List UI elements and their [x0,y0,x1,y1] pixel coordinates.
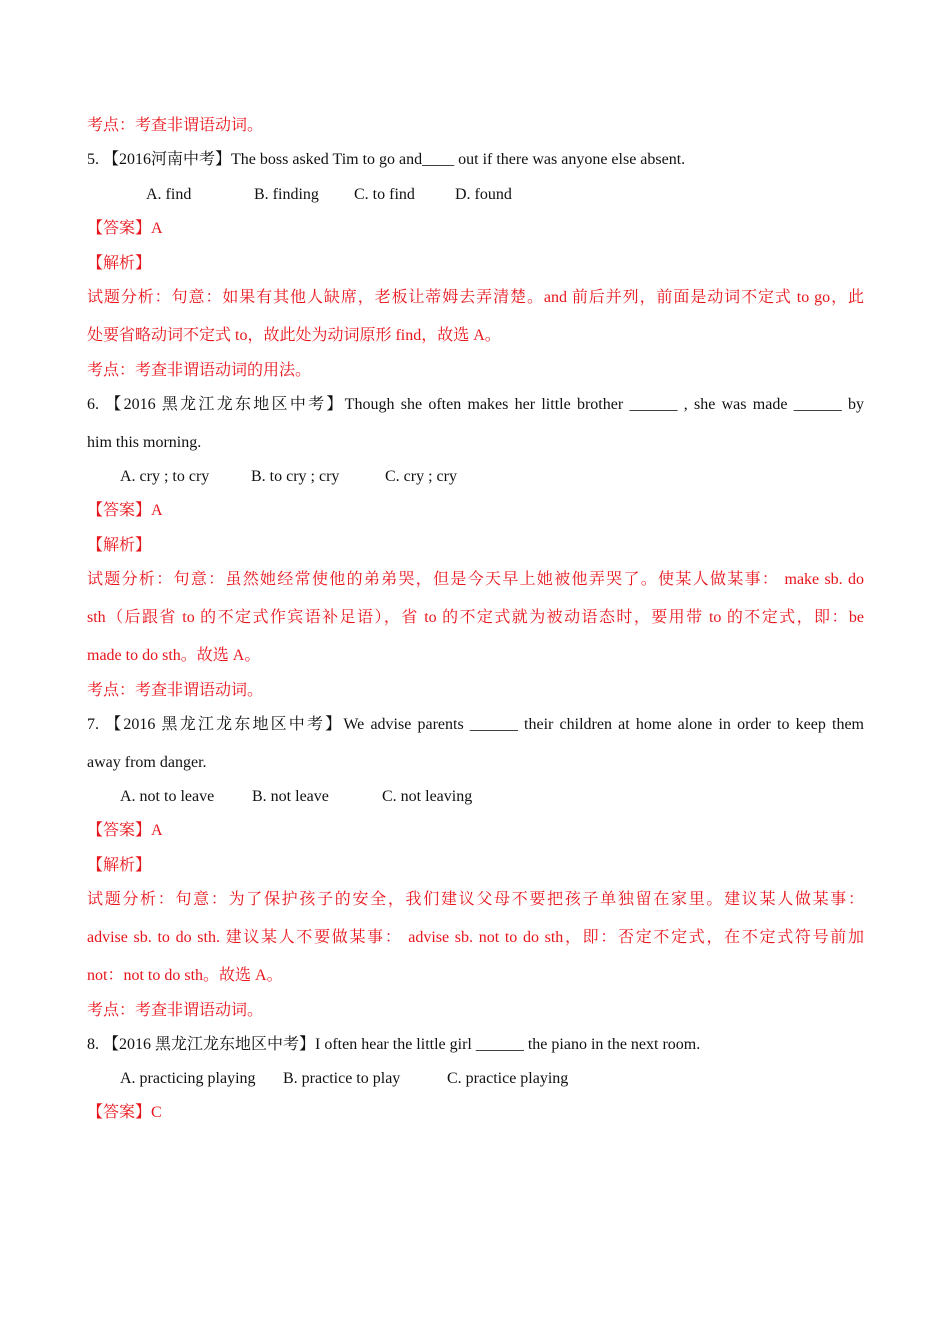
question-text: We advise parents ______ their children at home alone in order to keep them [343,716,865,733]
answer-6 [87,501,864,521]
question-7-stem-line-2: away from danger. [87,754,207,771]
option-b: B. practice to play [283,1070,401,1087]
question-text: Though she often makes her little brother ______ , she was made ______ by [344,396,864,413]
analysis-5-line-2: 处要省略动词不定式 to，故此处为动词原形 find，故选 A。 [87,327,501,344]
question-number: 5. [87,151,99,168]
answer-label: 【答案】 [87,822,152,839]
question-5-stem [87,150,864,170]
answer-label: 【答案】 [87,220,152,237]
question-7-stem-line-1 [87,715,864,735]
option-c: C. to find [354,186,415,203]
analysis-6-line-3: made to do sth。故选 A。 [87,647,261,664]
analysis-label-6: 【解析】 [87,537,152,554]
kaodian-5: 考点：考查非谓语动词的用法。 [87,362,312,379]
analysis-7-line-3: not：not to do sth。故选 A。 [87,967,283,984]
option-c: C. practice playing [447,1070,569,1087]
answer-8 [87,1103,864,1123]
option-a: A. find [146,186,192,203]
analysis-7-line-1: 试题分析：句意：为了保护孩子的安全，我们建议父母不要把孩子单独留在家里。建议某人做某事： [87,891,864,908]
question-source: 【2016 黑龙江龙东地区中考】 [103,1036,316,1053]
kaodian-prev: 考点：考查非谓语动词。 [87,117,264,134]
option-b: B. not leave [252,788,329,805]
answer-5 [87,219,864,239]
analysis-5-line-1: 试题分析：句意：如果有其他人缺席，老板让蒂姆去弄清楚。and 前后并列，前面是动词不定式 to go，此 [87,289,864,306]
question-number: 8. [87,1036,99,1053]
analysis-6-line-2: sth（后跟省 to 的不定式作宾语补足语），省 to 的不定式就为被动语态时，要用带 to 的不定式，即：be [87,609,864,626]
option-c: C. not leaving [382,788,473,805]
analysis-label-7: 【解析】 [87,857,152,874]
question-text: The boss asked Tim to go and____ out if there was anyone else absent. [231,151,686,168]
analysis-7-line-2: advise sb. to do sth. 建议某人不要做某事： advise sb. not to do sth，即：否定不定式，在不定式符号前加 [87,929,864,946]
option-b: B. finding [254,186,319,203]
option-a: A. cry ; to cry [120,468,210,485]
option-d: D. found [455,186,512,203]
option-b: B. to cry ; cry [251,468,340,485]
answer-value: C [151,1104,162,1121]
option-c: C. cry ; cry [385,468,457,485]
option-a: A. practicing playing [120,1070,256,1087]
question-source: 【2016河南中考】 [103,151,232,168]
option-a: A. not to leave [120,788,215,805]
question-6-stem-line-2: him this morning. [87,434,202,451]
kaodian-6: 考点：考查非谓语动词。 [87,682,264,699]
question-text: I often hear the little girl ______ the piano in the next room. [315,1036,701,1053]
question-source: 【2016 黑龙江龙东地区中考】 [105,396,345,413]
answer-value: A [151,502,163,519]
analysis-label-5: 【解析】 [87,255,152,272]
answer-value: A [151,822,163,839]
answer-7 [87,821,864,841]
kaodian-7: 考点：考查非谓语动词。 [87,1002,264,1019]
question-8-stem [87,1035,864,1055]
answer-label: 【答案】 [87,1104,152,1121]
answer-label: 【答案】 [87,502,152,519]
question-source: 【2016 黑龙江龙东地区中考】 [105,716,344,733]
analysis-6-line-1: 试题分析：句意：虽然她经常使他的弟弟哭，但是今天早上她被他弄哭了。使某人做某事： make sb. do [87,571,864,588]
question-6-stem-line-1 [87,395,864,415]
question-number: 6. [87,396,99,413]
answer-value: A [151,220,163,237]
question-number: 7. [87,716,99,733]
